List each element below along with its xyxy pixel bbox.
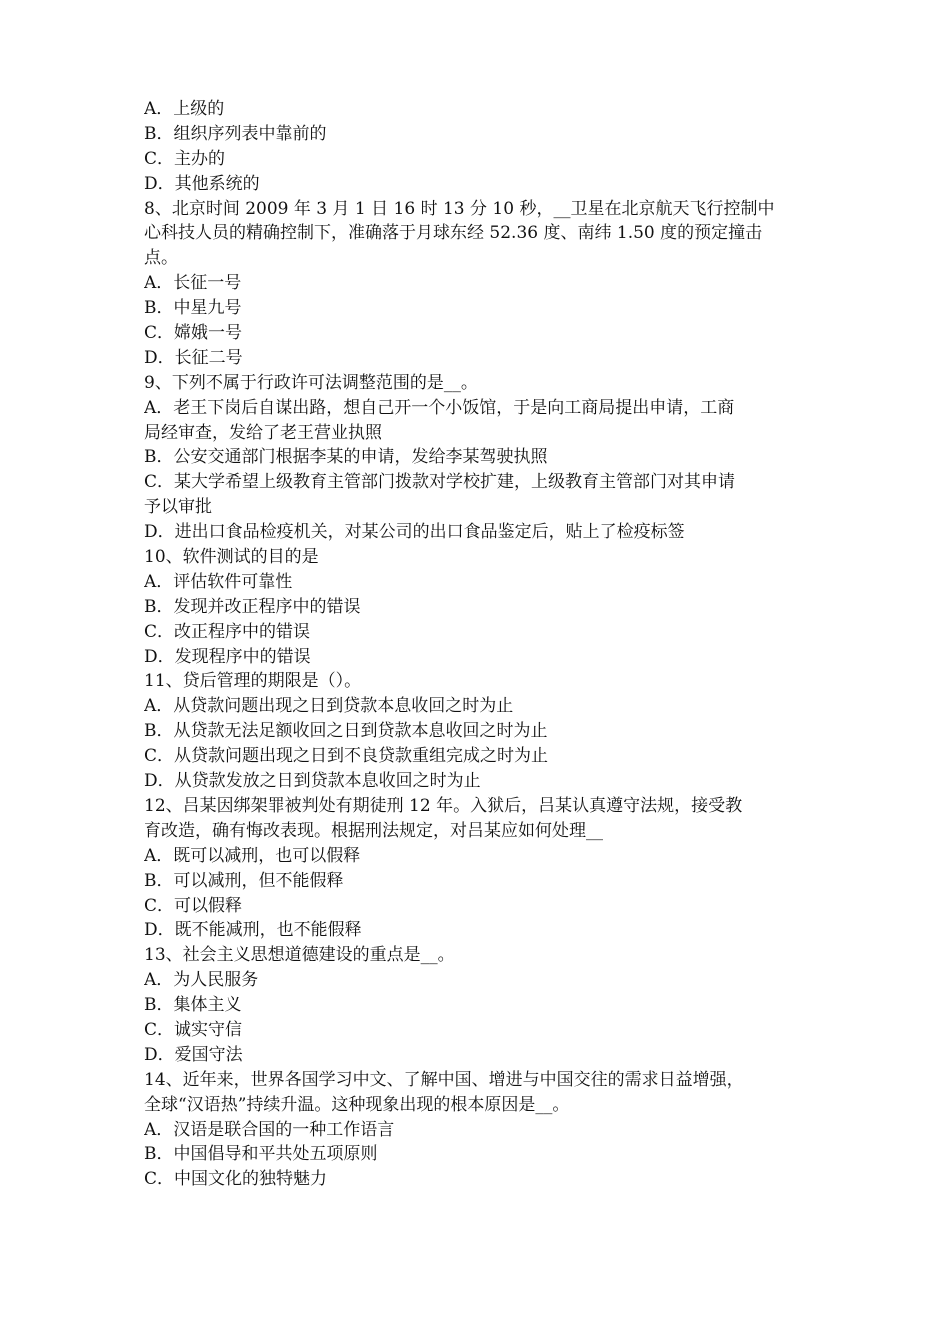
option-line: 局经审查，发给了老王营业执照 [144, 422, 382, 443]
option-line: B．可以减刑，但不能假释 [144, 870, 344, 891]
option-line: B．集体主义 [144, 995, 242, 1016]
option-line: B．中国倡导和平共处五项原则 [144, 1144, 378, 1165]
option-line: A．评估软件可靠性 [144, 571, 293, 592]
question-line: 12、吕某因绑架罪被判处有期徒刑 12 年。入狱后，吕某认真遵守法规，接受教 [144, 795, 743, 816]
option-line: A．从贷款问题出现之日到贷款本息收回之时为止 [144, 696, 514, 717]
option-line: C．主办的 [144, 148, 226, 169]
question-line: 10、软件测试的目的是 [144, 547, 319, 568]
option-line: C．中国文化的独特魅力 [144, 1169, 328, 1190]
option-line: A．为人民服务 [144, 970, 259, 991]
option-line: A．既可以减刑，也可以假释 [144, 845, 361, 866]
option-line: B．发现并改正程序中的错误 [144, 596, 361, 617]
question-line: 8、北京时间 2009 年 3 月 1 日 16 时 13 分 10 秒，__卫星在北京航天飞行控制中 [144, 198, 775, 219]
option-line: 予以审批 [144, 497, 212, 518]
option-line: C．某大学希望上级教育主管部门拨款对学校扩建，上级教育主管部门对其申请 [144, 472, 736, 493]
option-line: A．老王下岗后自谋出路，想自己开一个小饭馆，于是向工商局提出申请，工商 [144, 397, 735, 418]
document-page [144, 97, 812, 1192]
question-line: 9、下列不属于行政许可法调整范围的是__。 [144, 372, 478, 393]
option-line: D．爱国守法 [144, 1044, 243, 1065]
option-line: A．汉语是联合国的一种工作语言 [144, 1119, 395, 1140]
option-line: B．中星九号 [144, 298, 242, 319]
question-line: 13、社会主义思想道德建设的重点是__。 [144, 945, 455, 966]
option-line: C．从贷款问题出现之日到不良贷款重组完成之时为止 [144, 746, 549, 767]
question-line: 心科技人员的精确控制下，准确落于月球东经 52.36 度、南纬 1.50 度的预定撞击 [144, 223, 763, 244]
option-line: C．嫦娥一号 [144, 323, 243, 344]
option-line: D．既不能减刑，也不能假释 [144, 920, 362, 941]
option-line: A．上级的 [144, 99, 225, 119]
question-line: 点。 [144, 248, 178, 269]
option-line: C．诚实守信 [144, 1019, 243, 1040]
option-line: D．进出口食品检疫机关，对某公司的出口食品鉴定后，贴上了检疫标签 [144, 522, 685, 543]
option-line: C．可以假释 [144, 895, 243, 916]
option-line: A．长征一号 [144, 273, 242, 294]
question-line: 育改造，确有悔改表现。根据刑法规定，对吕某应如何处理__ [144, 820, 603, 841]
question-line: 全球“汉语热”持续升温。这种现象出现的根本原因是__。 [144, 1094, 570, 1115]
question-line: 14、近年来，世界各国学习中文、了解中国、增进与中国交往的需求日益增强， [144, 1069, 744, 1090]
option-line: B．公安交通部门根据李某的申请，发给李某驾驶执照 [144, 447, 548, 468]
option-line: D．其他系统的 [144, 173, 260, 194]
option-line: D．从贷款发放之日到贷款本息收回之时为止 [144, 771, 481, 792]
question-line: 11、贷后管理的期限是（）。 [144, 671, 362, 692]
option-line: B．组织序列表中靠前的 [144, 123, 327, 144]
option-line: D．长征二号 [144, 347, 243, 368]
option-line: D．发现程序中的错误 [144, 646, 311, 667]
option-line: C．改正程序中的错误 [144, 621, 311, 642]
option-line: B．从贷款无法足额收回之日到贷款本息收回之时为止 [144, 721, 548, 742]
